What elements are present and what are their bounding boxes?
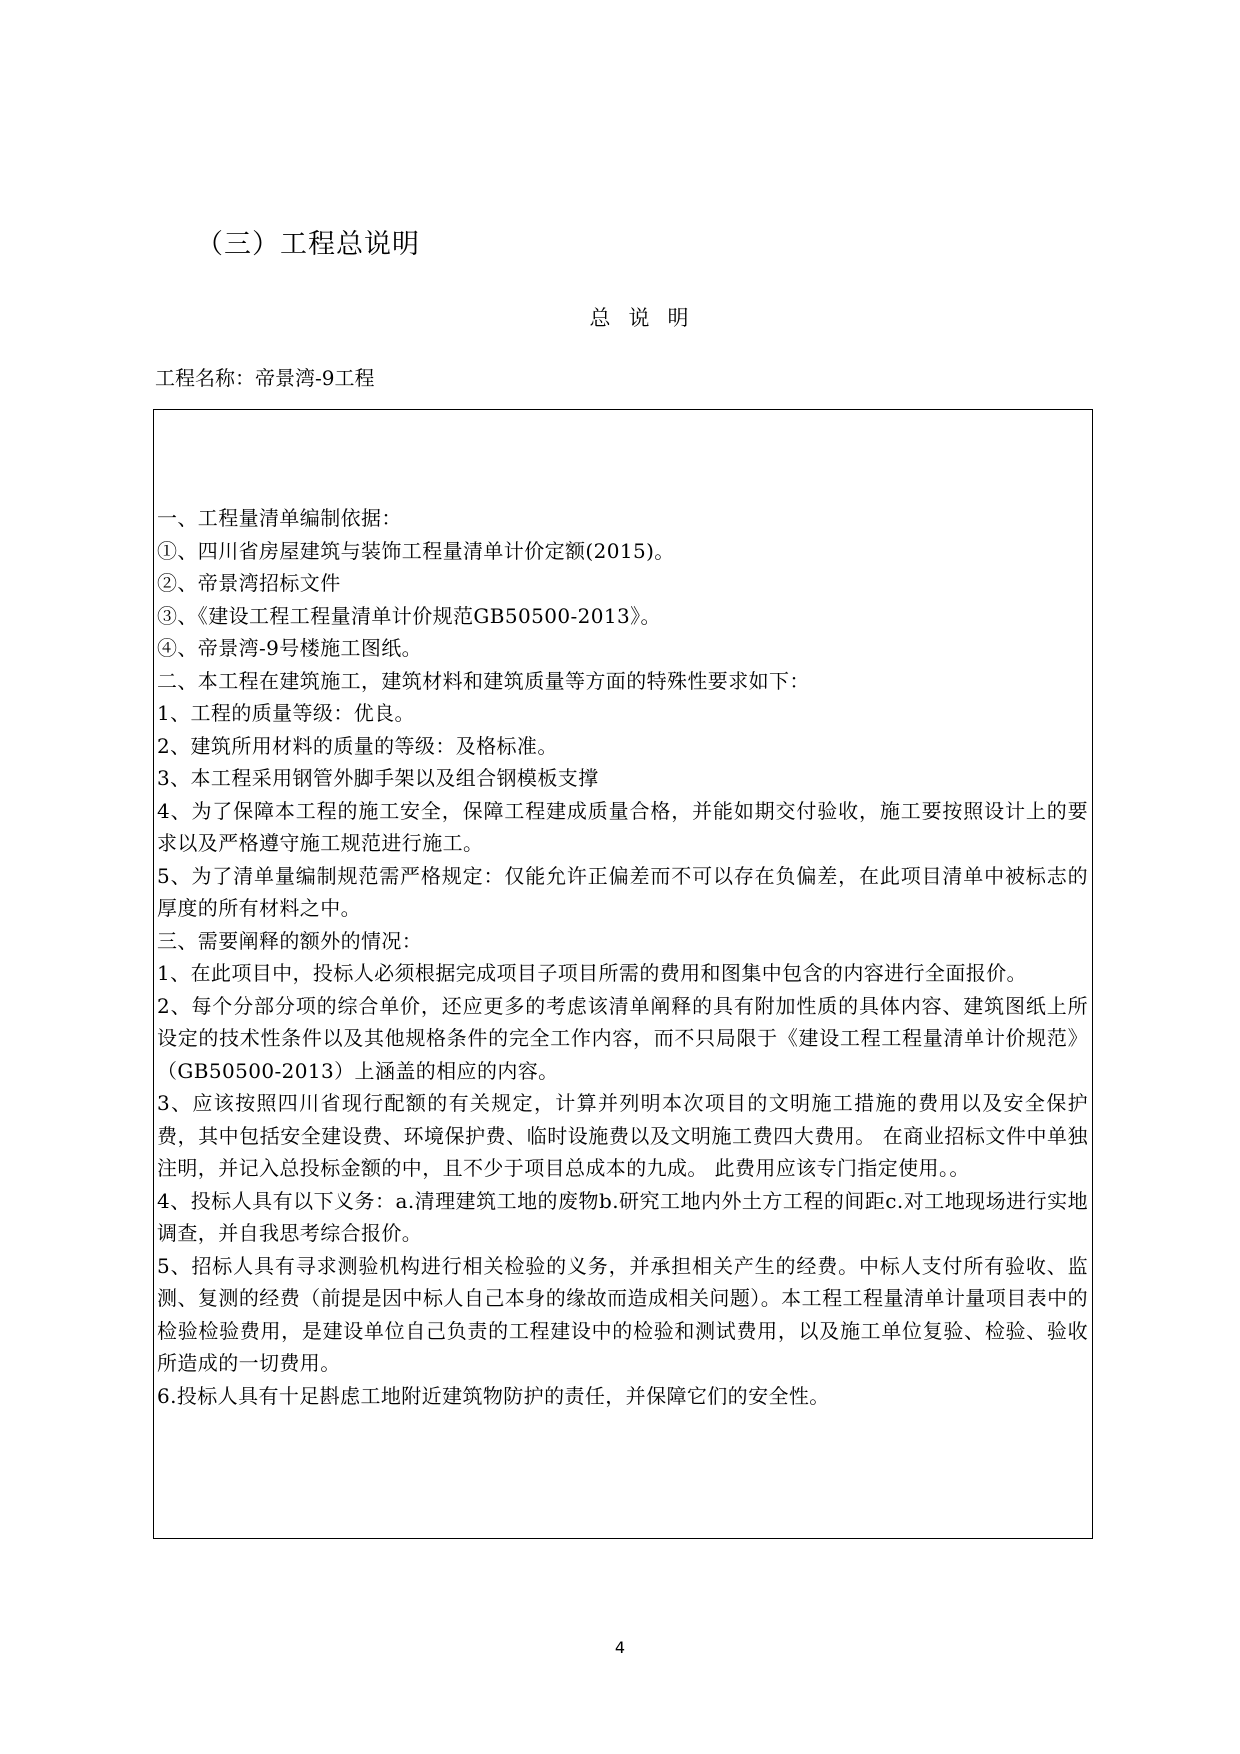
additional-item-2: 2、每个分部分项的综合单价，还应更多的考虑该清单阐释的具有附加性质的具体内容、建筑图纸上所设定的技术性条件以及其他规格条件的完全工作内容，而不只局限于《建设工程工程量清单计价规范》（GB50500-2013）上涵盖的相应的内容。 bbox=[157, 993, 1088, 1083]
project-name-line bbox=[155, 362, 374, 391]
basis-item-1: ①、四川省房屋建筑与装饰工程量清单计价定额(2015)。 bbox=[157, 538, 675, 563]
description-body bbox=[157, 502, 1088, 1412]
basis-item-4: ④、帝景湾-9号楼施工图纸。 bbox=[157, 636, 423, 660]
project-name-label: 工程名称： bbox=[155, 366, 255, 390]
basis-item-2: ②、帝景湾招标文件 bbox=[157, 571, 341, 595]
requirement-item-1: 1、工程的质量等级：优良。 bbox=[157, 701, 415, 725]
requirement-item-5: 5、为了清单量编制规范需严格规定：仅能允许正偏差而不可以存在负偏差，在此项目清单中被标志的厚度的所有材料之中。 bbox=[157, 863, 1088, 920]
additional-item-4: 4、投标人具有以下义务：a.清理建筑工地的废物b.研究工地内外土方工程的间距c.对工地现场进行实地调查，并自我思考综合报价。 bbox=[157, 1188, 1088, 1245]
document-title: 总说明 bbox=[589, 306, 707, 330]
requirement-item-4: 4、为了保障本工程的施工安全，保障工程建成质量合格，并能如期交付验收，施工要按照设计上的要求以及严格遵守施工规范进行施工。 bbox=[157, 798, 1088, 855]
additional-item-3: 3、应该按照四川省现行配额的有关规定，计算并列明本次项目的文明施工措施的费用以及安全保护费，其中包括安全建设费、环境保护费、临时设施费以及文明施工费四大费用。 在商业招标文件中单独注明，并记入总投标金额的中，且不少于项目总成本的九成。 此费用应该专门指定使用。。 bbox=[157, 1091, 1088, 1180]
basis-item-3: ③、《建设工程工程量清单计价规范GB50500-2013》。 bbox=[157, 603, 661, 628]
heading-additional: 三、需要阐释的额外的情况： bbox=[157, 928, 423, 953]
section-heading: （三）工程总说明 bbox=[196, 229, 420, 260]
requirement-item-3: 3、本工程采用钢管外脚手架以及组合钢模板支撑 bbox=[157, 766, 599, 790]
heading-basis: 一、工程量清单编制依据： bbox=[157, 506, 402, 530]
heading-requirements: 二、本工程在建筑施工，建筑材料和建筑质量等方面的特殊性要求如下： bbox=[157, 668, 810, 693]
additional-item-5: 5、招标人具有寻求测验机构进行相关检验的义务，并承担相关产生的经费。中标人支付所有验收、监测、复测的经费（前提是因中标人自己本身的缘故而造成相关问题）。本工程工程量清单计量项目表中的检验检验费用，是建设单位自己负责的工程建设中的检验和测试费用，以及施工单位复验、检验、验收所造成的一切费用。 bbox=[157, 1253, 1088, 1375]
description-box bbox=[153, 409, 1093, 1539]
page-number: 4 bbox=[614, 1638, 626, 1657]
additional-item-6: 6.投标人具有十足斟虑工地附近建筑物防护的责任，并保障它们的安全性。 bbox=[157, 1383, 830, 1408]
project-name-value: 帝景湾-9工程 bbox=[255, 366, 375, 390]
additional-item-1: 1、在此项目中，投标人必须根据完成项目子项目所需的费用和图集中包含的内容进行全面报价。 bbox=[157, 961, 1027, 985]
requirement-item-2: 2、建筑所用材料的质量的等级：及格标准。 bbox=[157, 733, 558, 758]
